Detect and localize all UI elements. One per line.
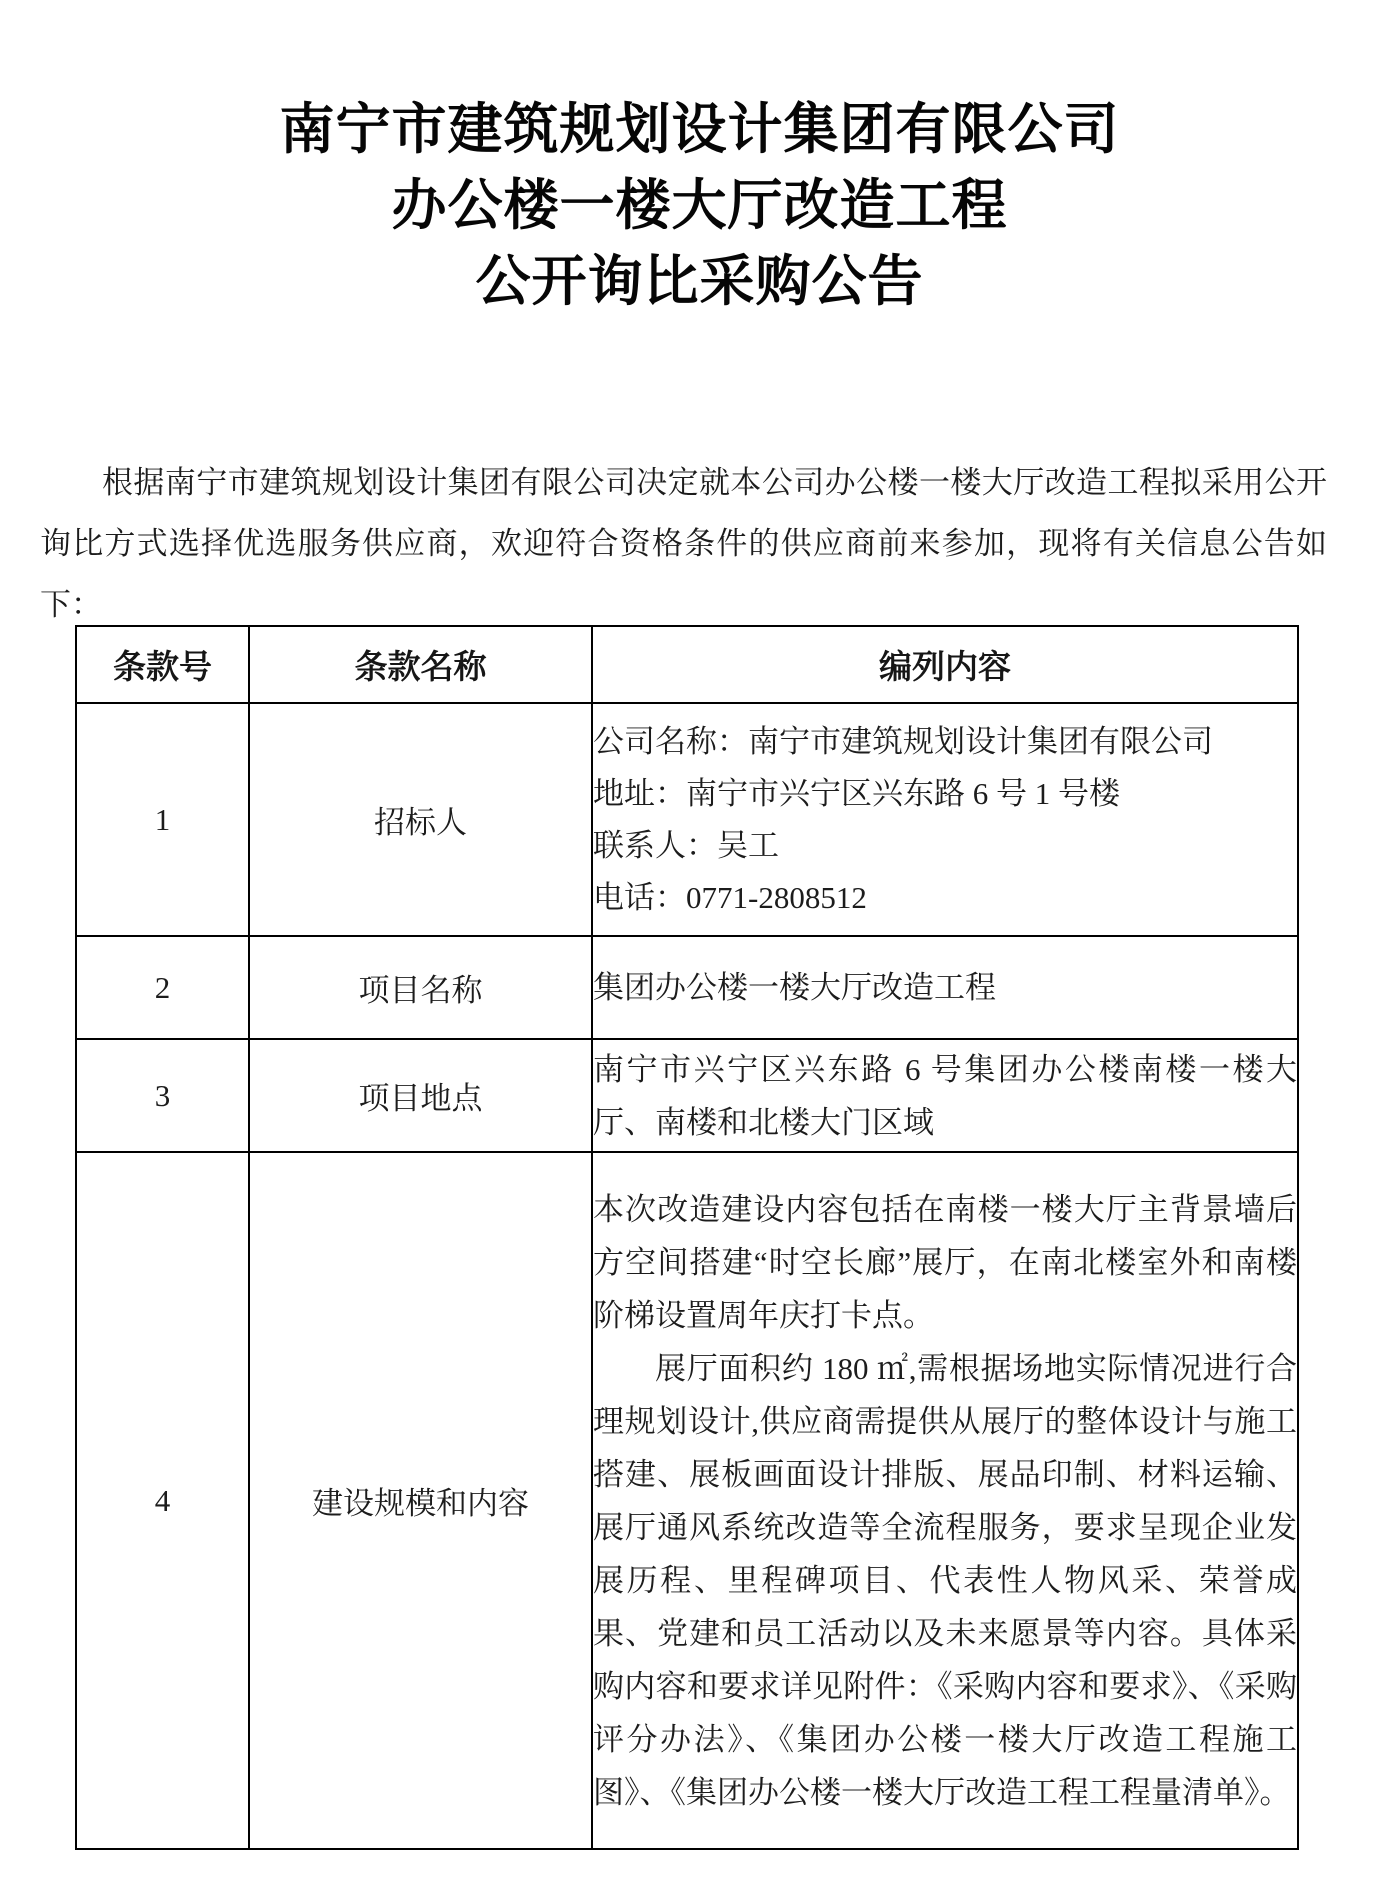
- table-row: [76, 1039, 1298, 1152]
- clause-no: 3: [76, 1039, 249, 1152]
- content-line: 联系人：吴工: [593, 827, 779, 863]
- clause-no: 2: [76, 936, 249, 1039]
- table-row: [76, 703, 1298, 936]
- table-row: [76, 936, 1298, 1039]
- clause-content: [592, 1152, 1298, 1849]
- content-paragraph: 展厅面积约 180 ㎡,需根据场地实际情况进行合理规划设计,供应商需提供从展厅的整体设计与施工搭建、展板画面设计排版、展品印制、材料运输、展厅通风系统改造等全流程服务，要求呈现企业发展历程、里程碑项目、代表性人物风采、荣誉成果、党建和员工活动以及未来愿景等内容。具体采购内容和要求详见附件：《采购内容和要求》、《采购评分办法》、《集团办公楼一楼大厅改造工程施工图》、《集团办公楼一楼大厅改造工程工程量清单》。: [593, 1350, 1297, 1810]
- clauses-table: [75, 625, 1299, 1850]
- table-header-row: [76, 626, 1298, 703]
- content-line: 地址：南宁市兴宁区兴东路 6 号 1 号楼: [593, 775, 1120, 811]
- title-line-1: 南宁市建筑规划设计集团有限公司: [279, 99, 1120, 160]
- title-line-3: 公开询比采购公告: [475, 251, 924, 312]
- clause-content: [592, 1039, 1298, 1152]
- clause-no: 4: [76, 1152, 249, 1849]
- intro-paragraph: 根据南宁市建筑规划设计集团有限公司决定就本公司办公楼一楼大厅改造工程拟采用公开询比方式选择优选服务供应商，欢迎符合资格条件的供应商前来参加，现将有关信息公告如下：: [40, 465, 1327, 622]
- content-line: 电话：0771-2808512: [593, 879, 867, 915]
- content-line: 集团办公楼一楼大厅改造工程: [593, 970, 996, 1005]
- content-paragraph: 本次改造建设内容包括在南楼一楼大厅主背景墙后方空间搭建“时空长廊”展厅，在南北楼室外和南楼阶梯设置周年庆打卡点。: [593, 1191, 1297, 1333]
- table-row: [76, 1152, 1298, 1849]
- clause-content: [592, 936, 1298, 1039]
- clause-name: 建设规模和内容: [249, 1152, 592, 1849]
- clause-name: 项目地点: [249, 1039, 592, 1152]
- title-line-2: 办公楼一楼大厅改造工程: [391, 175, 1008, 236]
- header-clause-name: 条款名称: [249, 626, 592, 703]
- content-line: 公司名称：南宁市建筑规划设计集团有限公司: [593, 723, 1213, 759]
- clause-no: 1: [76, 703, 249, 936]
- clause-name: 项目名称: [249, 936, 592, 1039]
- clause-name: 招标人: [249, 703, 592, 936]
- header-content: 编列内容: [592, 626, 1298, 703]
- content-line: 南宁市兴宁区兴东路 6 号集团办公楼南楼一楼大厅、南楼和北楼大门区域: [593, 1051, 1297, 1140]
- clause-content: [592, 703, 1298, 936]
- header-clause-no: 条款号: [76, 626, 249, 703]
- document-title: [0, 0, 1399, 320]
